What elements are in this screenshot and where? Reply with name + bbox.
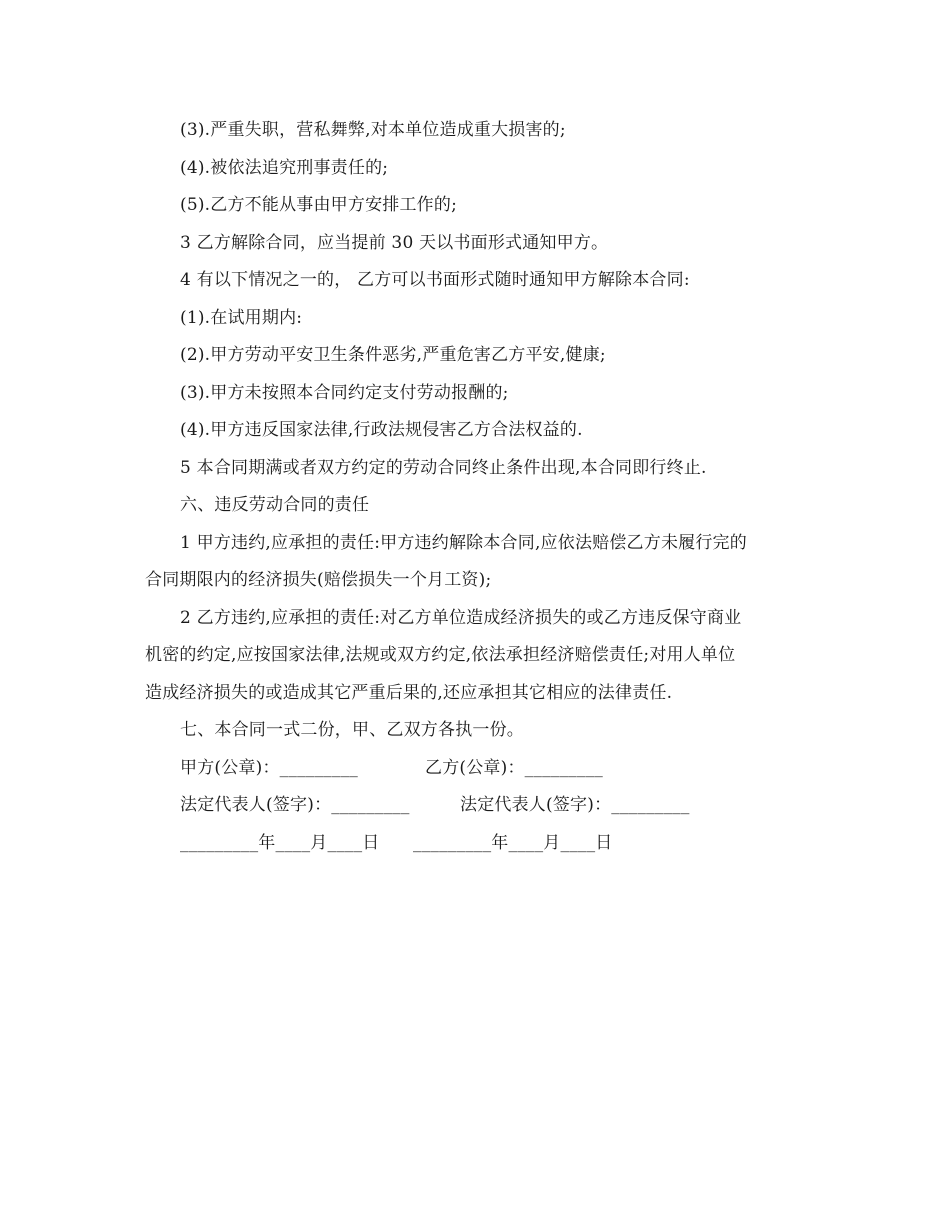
paragraph-line: 2 乙方违约,应承担的责任:对乙方单位造成经济损失的或乙方违反保守商业 <box>180 607 742 628</box>
clause-item: 4 有以下情况之一的， 乙方可以书面形式随时通知甲方解除本合同: <box>180 270 690 290</box>
party-b-date-field: _________年____月____日 <box>413 832 613 853</box>
party-b-rep-field: 法定代表人(签字)：_________ <box>460 795 690 815</box>
section-heading: 六、违反劳动合同的责任 <box>180 495 370 515</box>
paragraph-line: 1 甲方违约,应承担的责任:甲方违约解除本合同,应依法赔偿乙方未履行完的 <box>180 532 747 553</box>
clause-item: (4).甲方违反国家法律,行政法规侵害乙方合法权益的. <box>180 420 583 440</box>
seal-row <box>145 750 805 788</box>
clause-item: 3 乙方解除合同，应当提前 30 天以书面形式通知甲方。 <box>180 232 609 253</box>
paragraph-line: 机密的约定,应按国家法律,法规或双方约定,依法承担经济赔偿责任;对用人单位 <box>145 645 736 665</box>
paragraph-line: 合同期限内的经济损失(赔偿损失一个月工资); <box>145 570 492 590</box>
clause-item: (1).在试用期内: <box>180 307 303 328</box>
party-a-seal-field: 甲方(公章)：_________ <box>180 757 358 778</box>
representative-row <box>145 787 805 825</box>
clause-item: (2).甲方劳动平安卫生条件恶劣,严重危害乙方平安,健康; <box>180 345 606 365</box>
clause-item: (3).严重失职，营私舞弊,对本单位造成重大损害的; <box>180 120 566 140</box>
contract-body <box>145 112 805 862</box>
section-heading: 七、本合同一式二份，甲、乙双方各执一份。 <box>180 720 524 740</box>
party-a-date-field: _________年____月____日 <box>180 832 380 853</box>
paragraph-line: 造成经济损失的或造成其它严重后果的,还应承担其它相应的法律责任. <box>145 682 673 703</box>
clause-item: (5).乙方不能从事由甲方安排工作的; <box>180 195 458 215</box>
date-row <box>145 825 805 863</box>
party-b-seal-field: 乙方(公章)：_________ <box>425 757 603 778</box>
clause-item: (3).甲方未按照本合同约定支付劳动报酬的; <box>180 382 509 403</box>
party-a-rep-field: 法定代表人(签字)：_________ <box>180 795 410 815</box>
clause-item: (4).被依法追究刑事责任的; <box>180 157 389 178</box>
clause-item: 5 本合同期满或者双方约定的劳动合同终止条件出现,本合同即行终止. <box>180 457 707 478</box>
